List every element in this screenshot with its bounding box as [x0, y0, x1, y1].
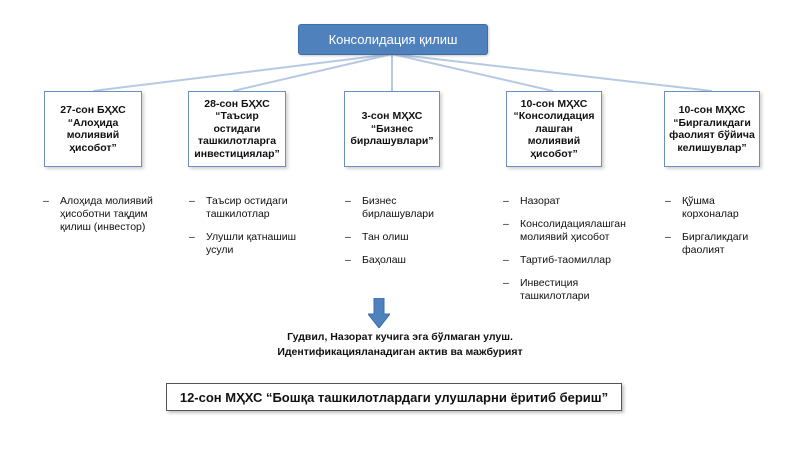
bullet-dash: – — [503, 195, 509, 207]
connector-line-2 — [233, 54, 392, 91]
down-arrow-icon — [368, 298, 390, 328]
bullet-dash: – — [345, 254, 351, 266]
list-item: – Тартиб-таомиллар — [503, 254, 611, 266]
topic-list-ifrs10 — [503, 195, 650, 313]
standard-title: 3-сон МҲХС “Бизнес бирлашувлари” — [350, 110, 434, 148]
list-item: – Тан олиш — [345, 231, 409, 243]
topic-list-ias27 — [43, 195, 180, 244]
topic-list-ias28 — [189, 195, 326, 267]
connector-line-1 — [93, 54, 392, 91]
ifrs12-label: 12-сон МҲХС “Бошқа ташкилотлардаги улушларни ёритиб бериш” — [179, 389, 609, 405]
bullet-dash: – — [503, 277, 509, 289]
standard-title: 10-сон МҲХС “Биргаликдаги фаолият бўйича келишувлар” — [669, 104, 755, 154]
standard-box-ifrs11 — [664, 91, 760, 167]
list-item: – Консолидациялашган молиявий ҳисобот — [503, 218, 626, 243]
bullet-dash: – — [43, 195, 49, 207]
standard-title: 10-сон МҲХС “Консолидация лашган молиявий ҳисобот” — [513, 97, 595, 160]
standard-title: 28-сон БҲХС “Таъсир остидаги ташкилотларга инвестициялар” — [194, 97, 280, 160]
bullet-dash: – — [189, 195, 195, 207]
standard-box-ias28 — [188, 91, 286, 167]
consolidation-box — [298, 24, 488, 55]
bullet-dash: – — [503, 218, 509, 230]
list-item: – Баҳолаш — [345, 254, 406, 266]
summary-text: Гудвил, Назорат кучига эга бўлмаган улуш. Идентификацияланадиган актив ва мажбурият — [277, 331, 523, 358]
list-item: – Инвестиция ташкилотлари — [503, 277, 590, 302]
list-item: – Қўшма корхоналар — [665, 195, 739, 220]
bullet-dash: – — [665, 195, 671, 207]
bullet-dash: – — [345, 231, 351, 243]
standard-title: 27-сон БҲХС “Алоҳида молиявий ҳисобот” — [60, 104, 126, 154]
list-item: – Назорат — [503, 195, 561, 207]
bullet-dash: – — [665, 231, 671, 243]
standard-box-ifrs10 — [506, 91, 602, 167]
list-item: – Улушли қатнашиш усули — [189, 231, 297, 256]
bullet-dash: – — [345, 195, 351, 207]
bullet-dash: – — [189, 231, 195, 243]
topic-list-ifrs3 — [345, 195, 472, 277]
standard-box-ias27 — [44, 91, 142, 167]
bullet-dash: – — [503, 254, 509, 266]
connector-line-5 — [392, 54, 712, 91]
list-item: – Биргаликдаги фаолият — [665, 231, 749, 256]
topic-list-ifrs11 — [665, 195, 787, 267]
ifrs12-box — [166, 383, 622, 411]
list-item: – Таъсир остидаги ташкилотлар — [189, 195, 288, 220]
standard-box-ifrs3 — [344, 91, 440, 167]
list-item: – Алоҳида молиявий ҳисоботни тақдим қилиш (инвестор) — [43, 195, 153, 233]
connector-line-4 — [392, 54, 553, 91]
consolidation-label: Консолидация қилиш — [328, 32, 458, 47]
list-item: – Бизнес бирлашувлари — [345, 195, 435, 220]
